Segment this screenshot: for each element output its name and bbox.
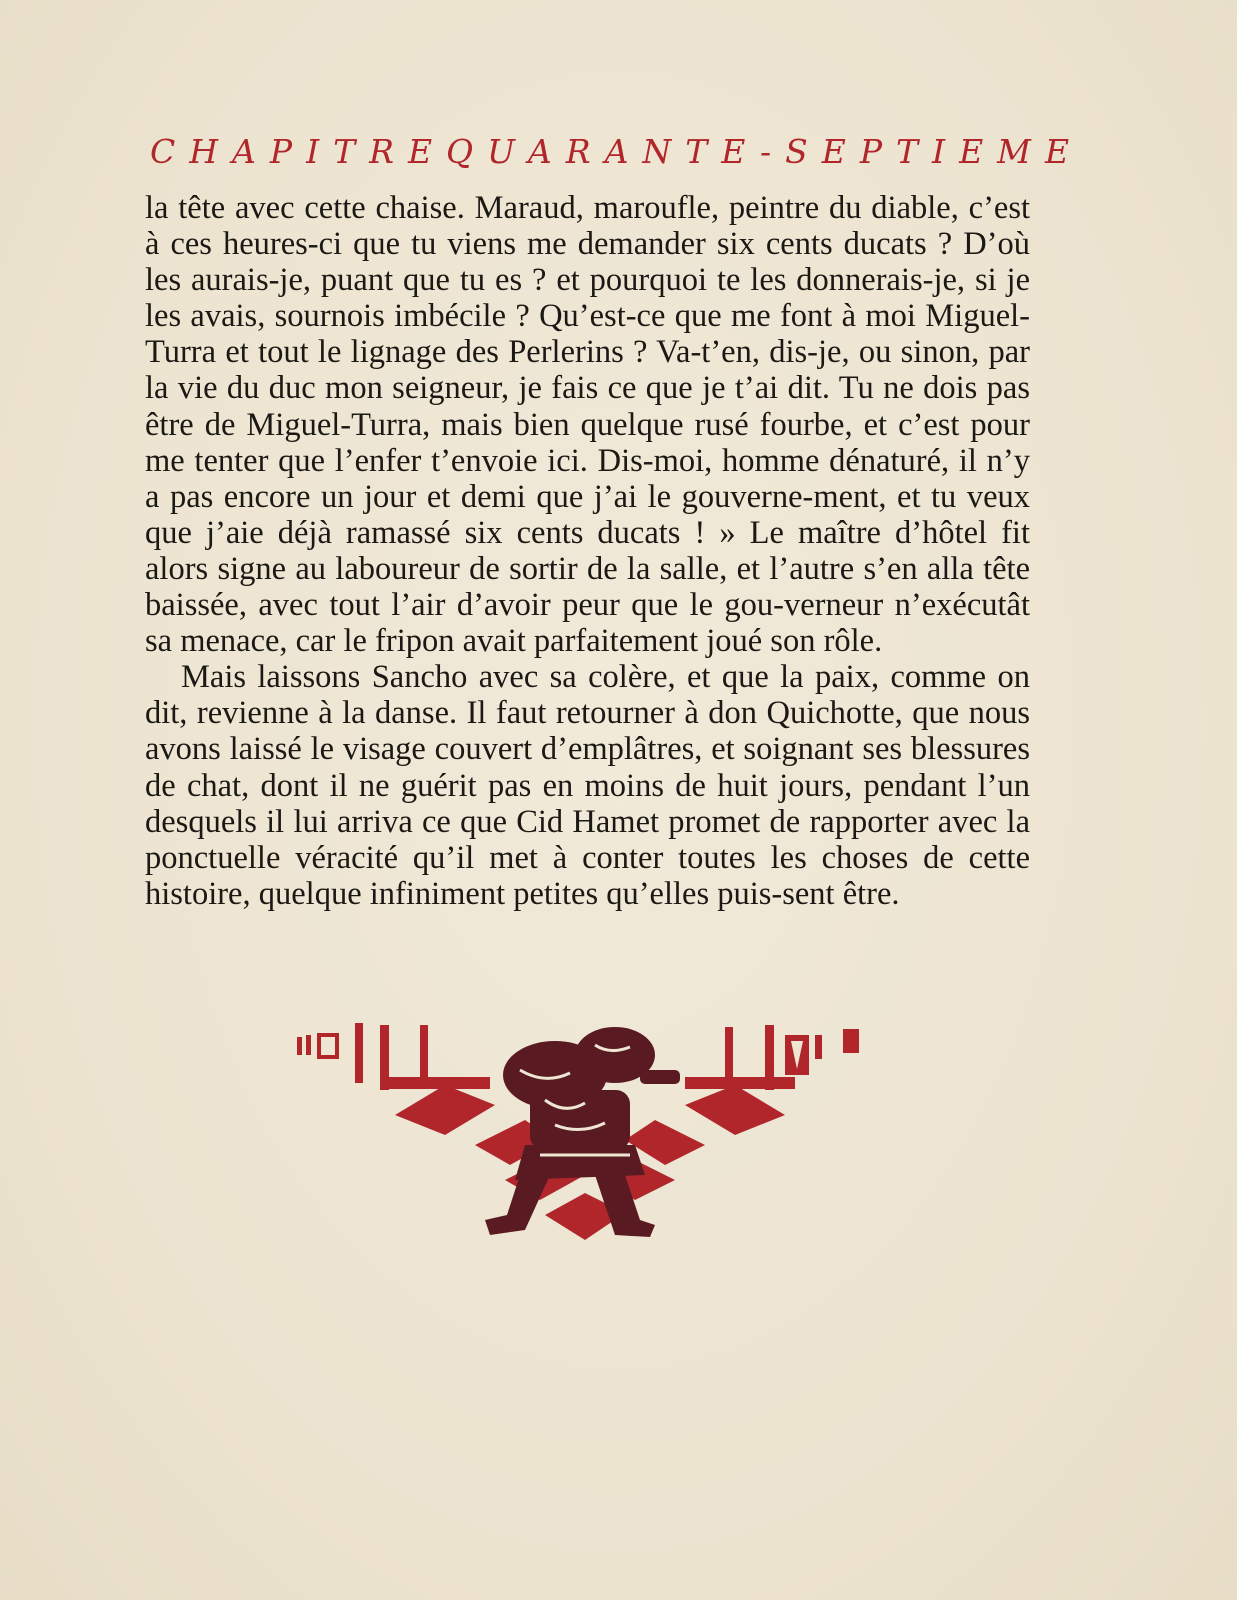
woodcut-vignette-figure-icon (295, 1015, 885, 1255)
paragraph-1: la tête avec cette chaise. Maraud, maroufle, peintre du diable, c’est à ces heures-ci que tu viens me demander six cents ducats ? D’où les aurais-je, puant que tu es ? et pourquoi te les donnerais-je, si je les avais, sournois imbécile ? Qu’est-ce que me font à moi Miguel-Turra et tout le lignage des Perlerins ? Va-t’en, dis-je, ou sinon, par la vie du duc mon seigneur, je fais ce que je t’ai dit. Tu ne dois pas être de Miguel-Turra, mais bien quelque rusé fourbe, et c’est pour me tenter que l’enfer t’envoie ici. Dis-moi, homme dénaturé, il n’y a pas encore un jour et demi que j’ai le gouverne-ment, et tu veux que j’aie déjà ramassé six cents ducats ! » Le maître d’hôtel fit alors signe au laboureur de sortir de la salle, et l’autre s’en alla tête baissée, avec tout l’air d’avoir peur que le gou-verneur n’exécutât sa menace, car le fripon avait parfaitement joué son rôle. (145, 190, 1030, 660)
running-header (150, 132, 1084, 182)
paragraph-2: Mais laissons Sancho avec sa colère, et que la paix, comme on dit, revienne à la danse. Il faut retourner à don Quichotte, que nous avons laissé le visage couvert d’emplâtres, et soignant ses blessures de chat, dont il ne guérit pas en moins de huit jours, pendant l’un desquels il lui arriva ce que Cid Hamet promet de rapporter avec la ponctuelle véracité qu’il met à conter toutes les choses de cette histoire, quelque infiniment petites qu’elles puis-sent être. (145, 659, 1030, 912)
running-header-word-number: QUARANTE-SEPTIEME (446, 132, 1084, 171)
body-text (145, 190, 1030, 912)
running-header-word-chapitre: CHAPITRE (150, 132, 447, 171)
